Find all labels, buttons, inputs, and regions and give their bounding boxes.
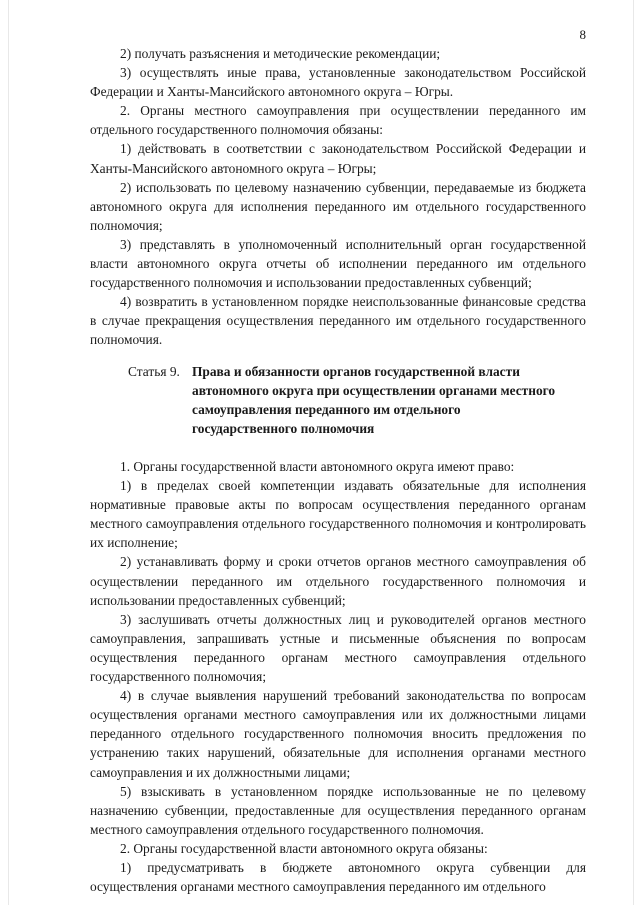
article-number: Статья 9. [128, 364, 180, 379]
paragraph: 1) действовать в соответствии с законодательством Российской Федерации и Ханты-Мансийского автономного округа – Югры; [90, 141, 586, 176]
paragraph: 5) взыскивать в установленном порядке использованные не по целевому назначению субвенции, предоставленные для осуществления переданного органам местного самоуправления отдельного государственного полномочия. [90, 783, 586, 837]
paragraph: 4) в случае выявления нарушений требований законодательства по вопросам осуществления органами местного самоуправления или их должностными лицами переданного отдельного государственного полномочия вносить предложения по устранению таких нарушений, обязательные для исполнения органами местного самоуправления и их должностными лицами; [90, 688, 586, 780]
section-1-text [90, 44, 586, 350]
paragraph: 1. Органы государственной власти автономного округа имеют право: [120, 459, 515, 474]
scan-edge-right [633, 0, 634, 905]
paragraph: 2) использовать по целевому назначению субвенции, передаваемые из бюджета автономного округа для исполнения переданного им отдельного государственного полномочия; [90, 179, 586, 233]
paragraph: 3) представлять в уполномоченный исполнительный орган государственной власти автономного округа отчеты об исполнении переданного им отдельного государственного полномочия и использовании предоставленных субвенций; [90, 236, 586, 291]
paragraph: 2) получать разъяснения и методические рекомендации; [120, 46, 441, 61]
page-number: 8 [579, 27, 586, 42]
paragraph: 3) заслушивать отчеты должностных лиц и руководителей органов местного самоуправления, запрашивать устные и письменные объяснения по вопросам осуществления переданного органам местного самоуправления отдельного государственного полномочия; [90, 611, 586, 685]
section-2-text [90, 457, 586, 896]
article-title: Права и обязанности органов государственной власти автономного округа при осуществлении органами местного самоуправления переданного им отдельного государственного полномочия [192, 364, 556, 437]
paragraph: 4) возвратить в установленном порядке неиспользованные финансовые средства в случае прекращения осуществления переданного им отдельного государственного полномочия. [90, 294, 586, 348]
paragraph: 3) осуществлять иные права, установленные законодательством Российской Федерации и Ханты-Мансийского автономного округа – Югры. [90, 65, 586, 100]
paragraph: 1) в пределах своей компетенции издавать обязательные для исполнения нормативные правовые акты по вопросам осуществления переданного органам местного самоуправления отдельного государственного полномочия и контролировать их исполнение; [90, 478, 586, 551]
paragraph: 2. Органы государственной власти автономного округа обязаны: [120, 840, 488, 856]
paragraph: 2) устанавливать форму и сроки отчетов органов местного самоуправления об осуществлении переданного им отдельного государственного полномочия и использовании предоставленных субвенций; [90, 554, 586, 608]
scan-edge-left [8, 0, 9, 905]
paragraph: 1) предусматривать в бюджете автономного округа субвенции для осуществления органами местного самоуправления переданного им отдельного [90, 859, 586, 895]
paragraph: 2. Органы местного самоуправления при осуществлении переданного им отдельного государственного полномочия обязаны: [90, 103, 586, 138]
